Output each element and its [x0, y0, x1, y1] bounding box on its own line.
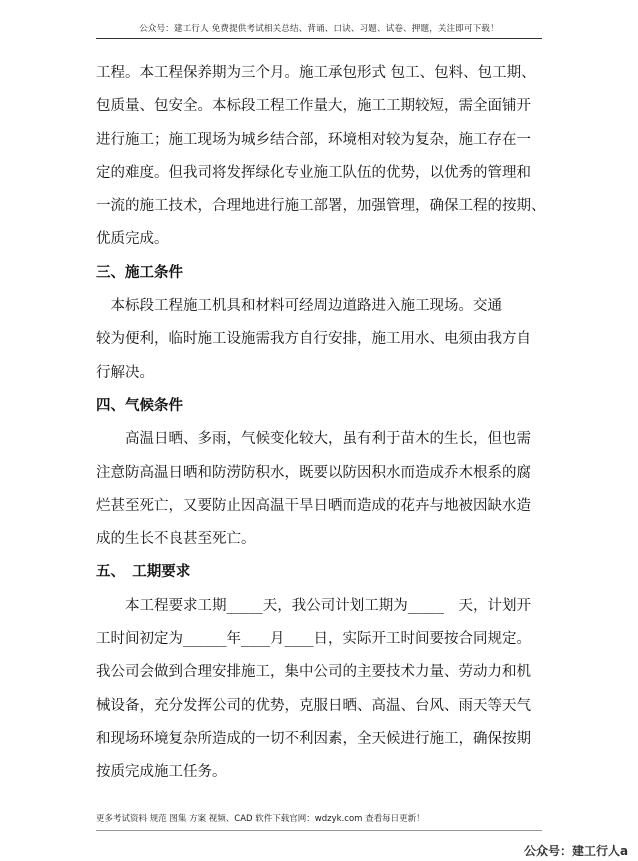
- body-line-15: 成的生长不良甚至死亡。: [96, 531, 256, 548]
- body-line-17: 本工程要求工期_____天，我公司计划工期为_____ 天，计划开: [96, 597, 531, 614]
- document-body: [96, 57, 546, 790]
- section-heading-schedule-requirements: 五、 工期要求: [96, 564, 191, 581]
- body-line-13: 注意防高温日晒和防涝防积水，既要以防因积水而造成乔木根系的腐: [96, 464, 531, 481]
- body-line-2: 包质量、包安全。本标段工程工作量大，施工工期较短，需全面铺开: [96, 98, 531, 115]
- page-header: 公众号：建工行人 免费提供考试相关总结、背诵、口诀、习题、试卷、押题，关注即可下载！: [139, 24, 499, 34]
- body-line-9: 较为便利，临时施工设施需我方自行安排，施工用水、电须由我方自: [96, 331, 531, 348]
- body-line-5: 一流的施工技术，合理地进行施工部署，加强管理，确保工程的按期、: [96, 198, 546, 215]
- body-line-10: 行解决。: [96, 364, 154, 381]
- body-line-6: 优质完成。: [96, 231, 169, 248]
- body-line-20: 械设备，充分发挥公司的优势，克服日晒、高温、台风、雨天等天气: [96, 697, 531, 714]
- body-line-19: 我公司会做到合理安排施工，集中公司的主要技术力量、劳动力和机: [96, 664, 531, 681]
- body-line-14: 烂甚至死亡，又要防止因高温干旱日晒而造成的花卉与地被因缺水造: [96, 497, 531, 514]
- body-line-1: 工程。本工程保养期为三个月。施工承包形式 包工、包料、包工期、: [96, 65, 536, 81]
- body-line-8: 本标段工程施工机具和材料可经周边道路进入施工现场。交通: [96, 298, 502, 315]
- page-footer: 更多考试资料 规范 图集 方案 视频、CAD 软件下载官网：wdzyk.com 查看每日更新！: [96, 814, 425, 824]
- body-line-3: 进行施工；施工现场为城乡结合部，环境相对较为复杂，施工存在一: [96, 131, 531, 148]
- section-heading-construction-conditions: 三、施工条件: [96, 264, 183, 281]
- header-divider: [96, 38, 542, 39]
- body-line-22: 按质完成施工任务。: [96, 764, 227, 781]
- watermark-text: 公众号：建工行人a: [524, 844, 629, 858]
- body-line-12: 高温日晒、多雨，气候变化较大，虽有利于苗木的生长，但也需: [96, 431, 531, 448]
- footer-divider: [96, 830, 542, 831]
- section-heading-climate-conditions: 四、气候条件: [96, 397, 183, 414]
- body-line-4: 定的难度。但我司将发挥绿化专业施工队伍的优势，以优秀的管理和: [96, 164, 531, 181]
- body-line-18: 工时间初定为______年____月____日，实际开工时间要按合同规定。: [96, 631, 531, 648]
- body-line-21: 和现场环境复杂所造成的一切不利因素，全天候进行施工，确保按期: [96, 730, 531, 747]
